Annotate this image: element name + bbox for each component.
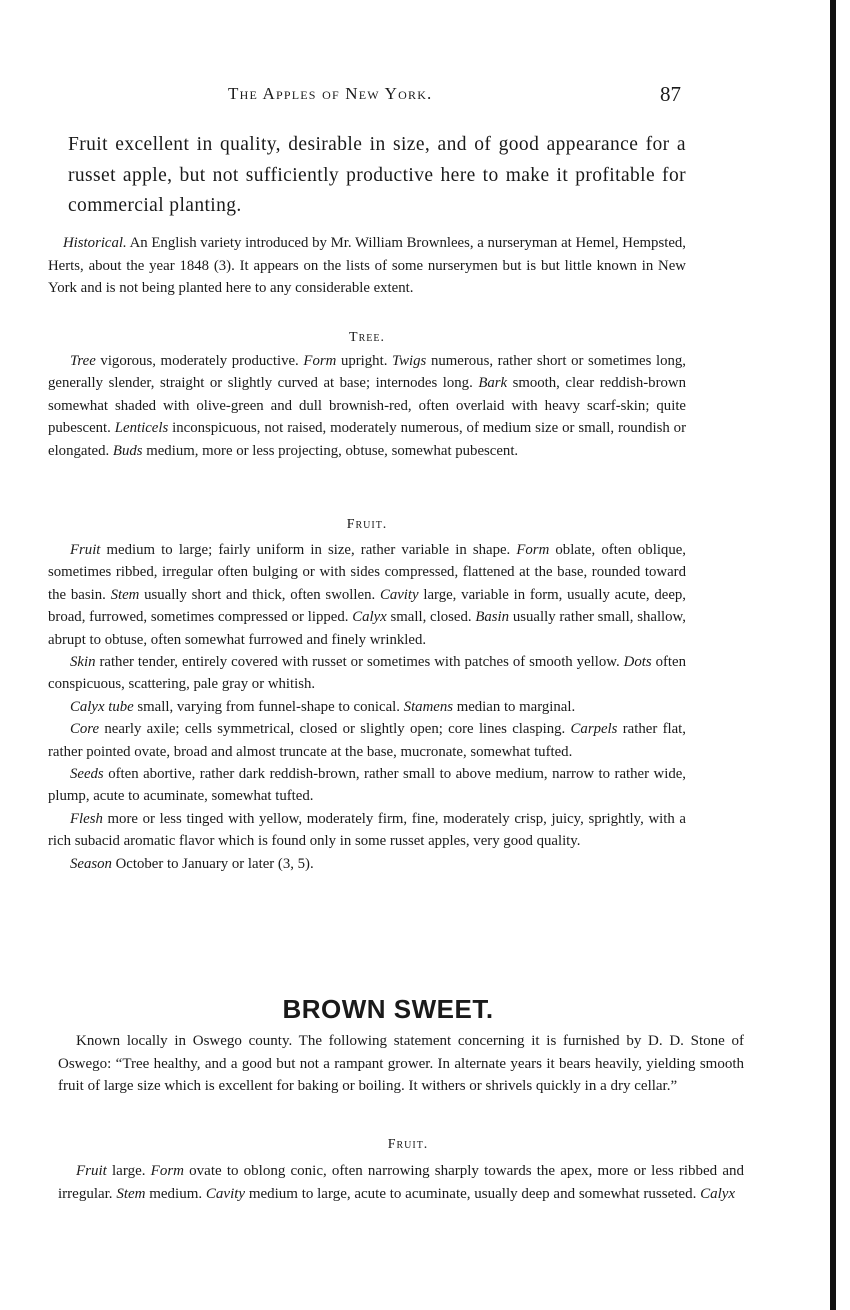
text-run: medium, more or less projecting, obtuse, somewhat pubescent.: [142, 442, 519, 459]
text-run: usually short and thick, often swollen.: [139, 586, 380, 603]
calyx-tube-paragraph: [48, 696, 686, 718]
italic-term: Basin: [475, 609, 510, 626]
text-run: usually rather small, shallow, abrupt to obtuse, often somewhat furrowed and finely wrinkled.: [48, 609, 686, 648]
text-run: medium.: [145, 1185, 206, 1202]
italic-term: Form: [303, 353, 337, 369]
italic-term: Stamens: [403, 698, 453, 715]
text-run: medium to large; fairly uniform in size, rather variable in shape.: [100, 542, 517, 558]
page-header: [48, 82, 694, 112]
running-title: The Apples of New York.: [228, 84, 433, 103]
text-run: small, varying from funnel-shape to conical.: [133, 698, 404, 715]
italic-term: Flesh: [70, 810, 103, 827]
season-paragraph: [48, 853, 686, 875]
page-edge-shadow: [830, 0, 836, 1310]
text-run: more or less tinged with yellow, moderately firm, fine, moderately crisp, juicy, sprightly, with a rich subacid aromatic flavor which is found only in some russet apples, very good quality.: [48, 810, 686, 850]
text-run: inconspicuous, not raised, moderately numerous, of medium size or small, roundish or elongated.: [48, 420, 686, 459]
text-run: nearly axile; cells symmetrical, closed or slightly open; core lines clasping.: [99, 721, 571, 738]
italic-term: Calyx: [352, 609, 387, 626]
historical-label: Historical.: [63, 235, 127, 251]
italic-term: Bark: [478, 375, 508, 392]
text-run: large, variable in form, usually acute, deep, broad, furrowed, sometimes compressed or lipped.: [48, 586, 686, 626]
text-run: rather flat, rather pointed ovate, broad and almost truncate at the base, mucronate, somewhat tufted.: [48, 721, 686, 760]
text-run: upright.: [336, 353, 393, 369]
skin-paragraph: [48, 651, 686, 696]
fruit-section: [48, 539, 686, 875]
italic-term: Stem: [116, 1185, 146, 1202]
text-run: rather tender, entirely covered with russet or sometimes with patches of smooth yellow.: [95, 654, 624, 671]
italic-term: Season: [70, 855, 112, 872]
italic-term: Seeds: [70, 766, 104, 783]
text-run: October to January or later (3, 5).: [111, 855, 314, 872]
italic-term: Fruit: [76, 1163, 107, 1179]
text-run: ovate to oblong conic, often narrowing sharply towards the apex, more or less ribbed and irregular.: [58, 1163, 744, 1202]
text-run: often abortive, rather dark reddish-brown, rather small to above medium, narrow to rather wide, plump, acute to acuminate, somewhat tufted.: [48, 766, 686, 805]
italic-term: Buds: [112, 442, 143, 459]
italic-term: Calyx tube: [70, 698, 134, 715]
historical-paragraph: [48, 232, 686, 300]
seeds-paragraph: [48, 763, 686, 808]
intro-paragraph: Fruit excellent in quality, desirable in size, and of good appearance for a russet apple, but not sufficiently productive here to make it profitable for commercial planting.: [68, 134, 686, 216]
text-run: often conspicuous, scattering, pale gray or whitish.: [48, 654, 686, 693]
italic-term: Calyx: [700, 1185, 736, 1202]
text-run: large.: [106, 1163, 151, 1179]
brown-sweet-intro: Known locally in Oswego county. The following statement concerning it is furnished by D. D. Stone of Oswego: “Tree healthy, and a good but not a rampant grower. In alternate years it bears heavily, yielding smooth fruit of large size which is excellent for baking or boiling. It withers or shrivels quickly in a dry cellar.”: [58, 1033, 744, 1095]
variety-title: BROWN SWEET.: [282, 994, 494, 1024]
text-run: numerous, rather short or sometimes long, generally slender, straight or slightly curved at base; internodes long.: [48, 353, 687, 392]
historical-text: An English variety introduced by Mr. William Brownlees, a nurseryman at Hemel, Hempsted, Herts, about the year 1848 (3). It appears on the lists of some nurserymen but is but little known in New York and is not being planted here to any considerable extent.: [48, 235, 686, 296]
fruit-paragraph: [48, 539, 686, 651]
italic-term: Cavity: [205, 1185, 246, 1202]
italic-term: Skin: [70, 654, 96, 671]
italic-term: Stem: [110, 586, 140, 603]
brown-sweet-fruit-paragraph: [58, 1160, 744, 1205]
page-number: 87: [660, 82, 681, 106]
text-run: medium to large, acute to acuminate, usually deep and somewhat russeted.: [245, 1185, 701, 1202]
text-run: oblate, often oblique, sometimes ribbed, irregular often bulging or with sides compressed, flattened at the base, rounded toward the basin.: [48, 542, 686, 603]
tree-heading: Tree.: [349, 330, 385, 345]
italic-term: Form: [516, 542, 550, 558]
core-paragraph: [48, 718, 686, 763]
tree-paragraph: [48, 350, 686, 462]
italic-term: Fruit: [70, 542, 101, 558]
text-run: vigorous, moderately productive.: [95, 353, 304, 369]
italic-term: Core: [70, 721, 100, 738]
text-run: small, closed.: [386, 609, 476, 626]
italic-term: Cavity: [379, 586, 419, 603]
text-run: median to marginal.: [453, 698, 576, 715]
text-run: smooth, clear reddish-brown somewhat shaded with olive-green and dull brownish-red, often overlaid with heavy scarf-skin; quite pubescent.: [48, 375, 686, 437]
tree-section: [48, 350, 686, 462]
flesh-paragraph: [48, 808, 686, 853]
italic-term: Lenticels: [114, 420, 169, 437]
italic-term: Twigs: [392, 353, 427, 369]
fruit-heading: Fruit.: [346, 517, 388, 532]
italic-term: Tree: [70, 353, 96, 369]
italic-term: Carpels: [570, 721, 618, 738]
italic-term: Form: [150, 1163, 184, 1179]
italic-term: Dots: [623, 654, 652, 671]
brown-sweet-fruit-heading: Fruit.: [387, 1137, 429, 1152]
